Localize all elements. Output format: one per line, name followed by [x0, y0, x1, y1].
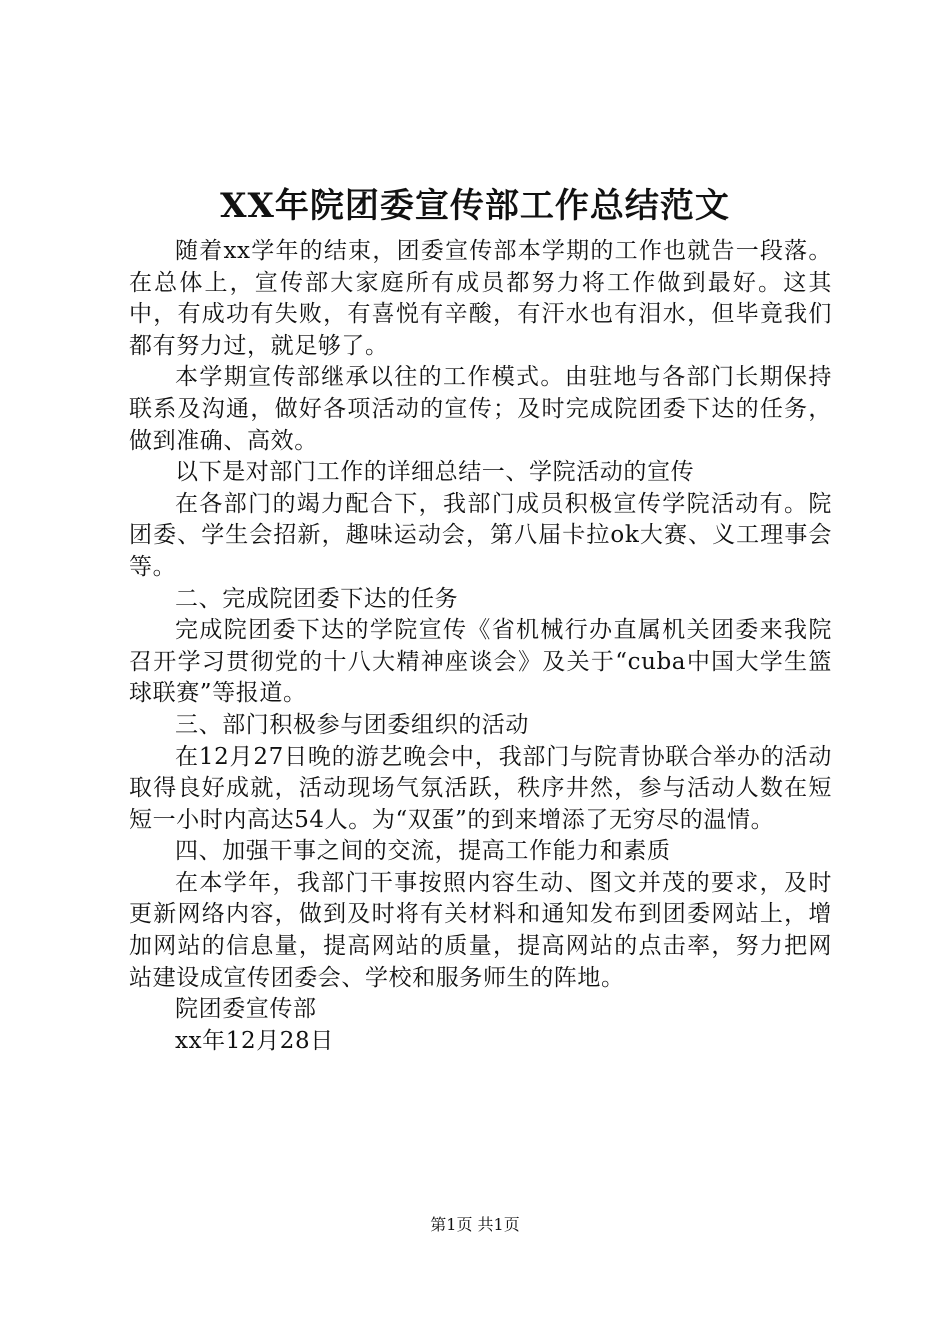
- paragraph: 在12月27日晚的游艺晚会中，我部门与院青协联合举办的活动取得良好成就，活动现场气氛活跃，秩序井然，参与活动人数在短短一小时内高达54人。为“双蛋”的到来增添了无穷尽的温情。: [129, 743, 832, 833]
- document-title: XX年院团委宣传部工作总结范文: [220, 186, 730, 226]
- page-number-footer: 第1页 共1页: [430, 1215, 520, 1234]
- document-body: [129, 236, 832, 1057]
- paragraph: 在各部门的竭力配合下，我部门成员积极宣传学院活动有。院团委、学生会招新，趣味运动会，第八届卡拉ok大赛、义工理事会等。: [129, 490, 832, 580]
- paragraph: 本学期宣传部继承以往的工作模式。由驻地与各部门长期保持联系及沟通，做好各项活动的宣传；及时完成院团委下达的任务，做到准确、高效。: [129, 364, 832, 454]
- signature-date: xx年12月28日: [175, 1027, 334, 1054]
- section-heading: 二、完成院团委下达的任务: [175, 585, 459, 612]
- section-heading: 三、部门积极参与团委组织的活动: [175, 711, 529, 738]
- paragraph: 完成院团委下达的学院宣传《省机械行办直属机关团委来我院召开学习贯彻党的十八大精神座谈会》及关于“cuba中国大学生篮球联赛”等报道。: [129, 617, 832, 707]
- paragraph: 随着xx学年的结束，团委宣传部本学期的工作也就告一段落。在总体上，宣传部大家庭所有成员都努力将工作做到最好。这其中，有成功有失败，有喜悦有辛酸，有汗水也有泪水，但毕竟我们都有努力过，就足够了。: [129, 238, 832, 359]
- paragraph: 在本学年，我部门干事按照内容生动、图文并茂的要求，及时更新网络内容，做到及时将有关材料和通知发布到团委网站上，增加网站的信息量，提高网站的质量，提高网站的点击率，努力把网站建设成宣传团委会、学校和服务师生的阵地。: [129, 869, 832, 991]
- signature-department: 院团委宣传部: [175, 996, 317, 1023]
- paragraph: 以下是对部门工作的详细总结一、学院活动的宣传: [175, 459, 695, 486]
- section-heading: 四、加强干事之间的交流，提高工作能力和素质: [175, 838, 671, 865]
